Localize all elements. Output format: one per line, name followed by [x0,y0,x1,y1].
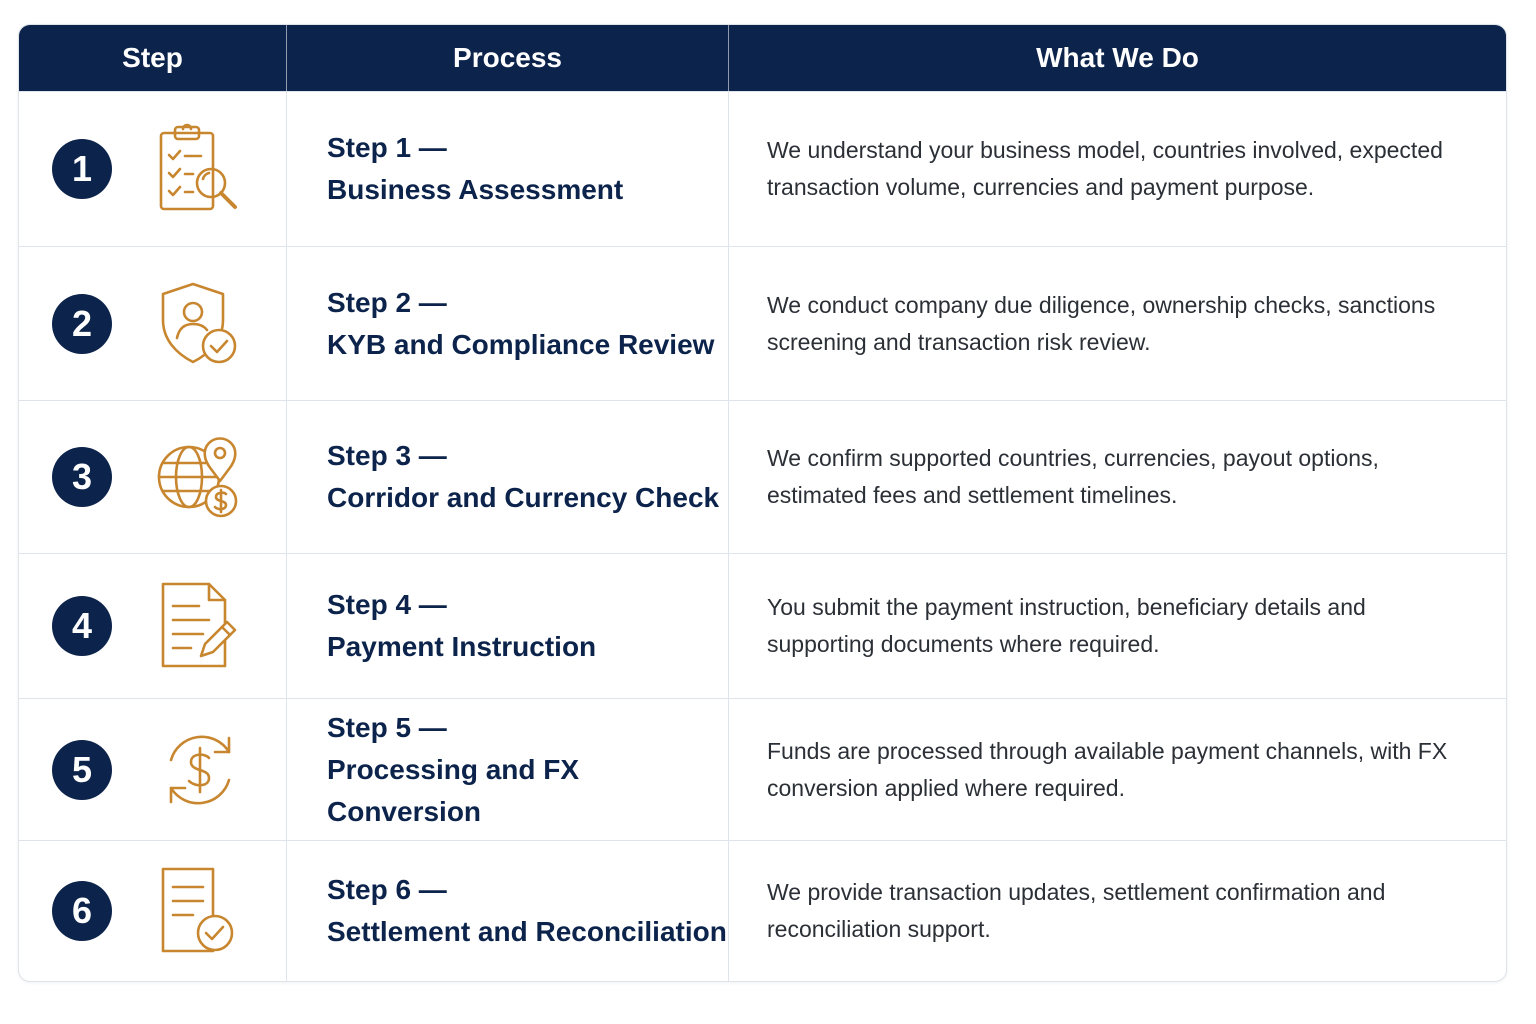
document-pencil-icon [149,576,249,676]
step-number-badge: 1 [52,139,112,199]
process-title: Settlement and Reconciliation [327,916,727,947]
description-text: We understand your business model, countries involved, expected transaction volume, currencies and payment purpose. [767,137,1443,200]
description-cell [729,841,1506,981]
table-row [19,698,1506,840]
process-title: Business Assessment [327,174,624,205]
description-text: We conduct company due diligence, ownership checks, sanctions screening and transaction risk review. [767,291,1436,355]
step-label: Step 1 — [327,132,447,163]
table-row [19,91,1506,246]
header-process: Process [287,25,729,91]
process-cell [287,554,729,698]
description-text: You submit the payment instruction, beneficiary details and supporting documents where required. [767,594,1366,657]
process-cell [287,699,729,840]
process-title: Payment Instruction [327,631,597,662]
header-step: Step [19,25,287,91]
step-number-badge: 3 [52,447,112,507]
table-row [19,400,1506,553]
step-number-badge: 2 [52,294,112,354]
process-title: KYB and Compliance Review [327,328,715,360]
header-what-we-do: What We Do [1036,42,1199,73]
process-table [18,24,1507,982]
process-cell [287,92,729,246]
process-title: Processing and FX Conversion [327,753,580,827]
step-label: Step 5 — [327,711,447,743]
step-number-badge: 4 [52,596,112,656]
table-row [19,246,1506,400]
description-cell [729,92,1506,246]
description-text: We provide transaction updates, settlement confirmation and reconciliation support. [767,879,1386,942]
process-cell [287,841,729,981]
table-header [19,25,1506,91]
clipboard-search-icon [149,119,249,219]
dollar-cycle-icon [149,720,249,820]
description-cell [729,247,1506,400]
step-cell [19,841,287,981]
process-title: Corridor and Currency Check [327,482,720,513]
process-cell [287,247,729,400]
step-number-badge: 5 [52,740,112,800]
shield-user-check-icon [149,274,249,374]
step-cell [19,401,287,553]
step-label: Step 3 — [327,440,447,471]
step-number-badge: 6 [52,881,112,941]
document-check-icon [149,861,249,961]
description-text: Funds are processed through available payment channels, with FX conversion applied where required. [767,737,1448,801]
description-text: We confirm supported countries, currencies, payout options, estimated fees and settlement timelines. [767,445,1379,508]
step-cell [19,92,287,246]
step-label: Step 2 — [327,286,447,318]
step-cell [19,699,287,840]
step-label: Step 6 — [327,874,447,905]
process-cell [287,401,729,553]
table-row [19,553,1506,698]
step-cell [19,554,287,698]
description-cell [729,554,1506,698]
step-cell [19,247,287,400]
description-cell [729,699,1506,840]
globe-pin-dollar-icon [149,427,249,527]
description-cell [729,401,1506,553]
table-row [19,840,1506,981]
step-label: Step 4 — [327,589,447,620]
